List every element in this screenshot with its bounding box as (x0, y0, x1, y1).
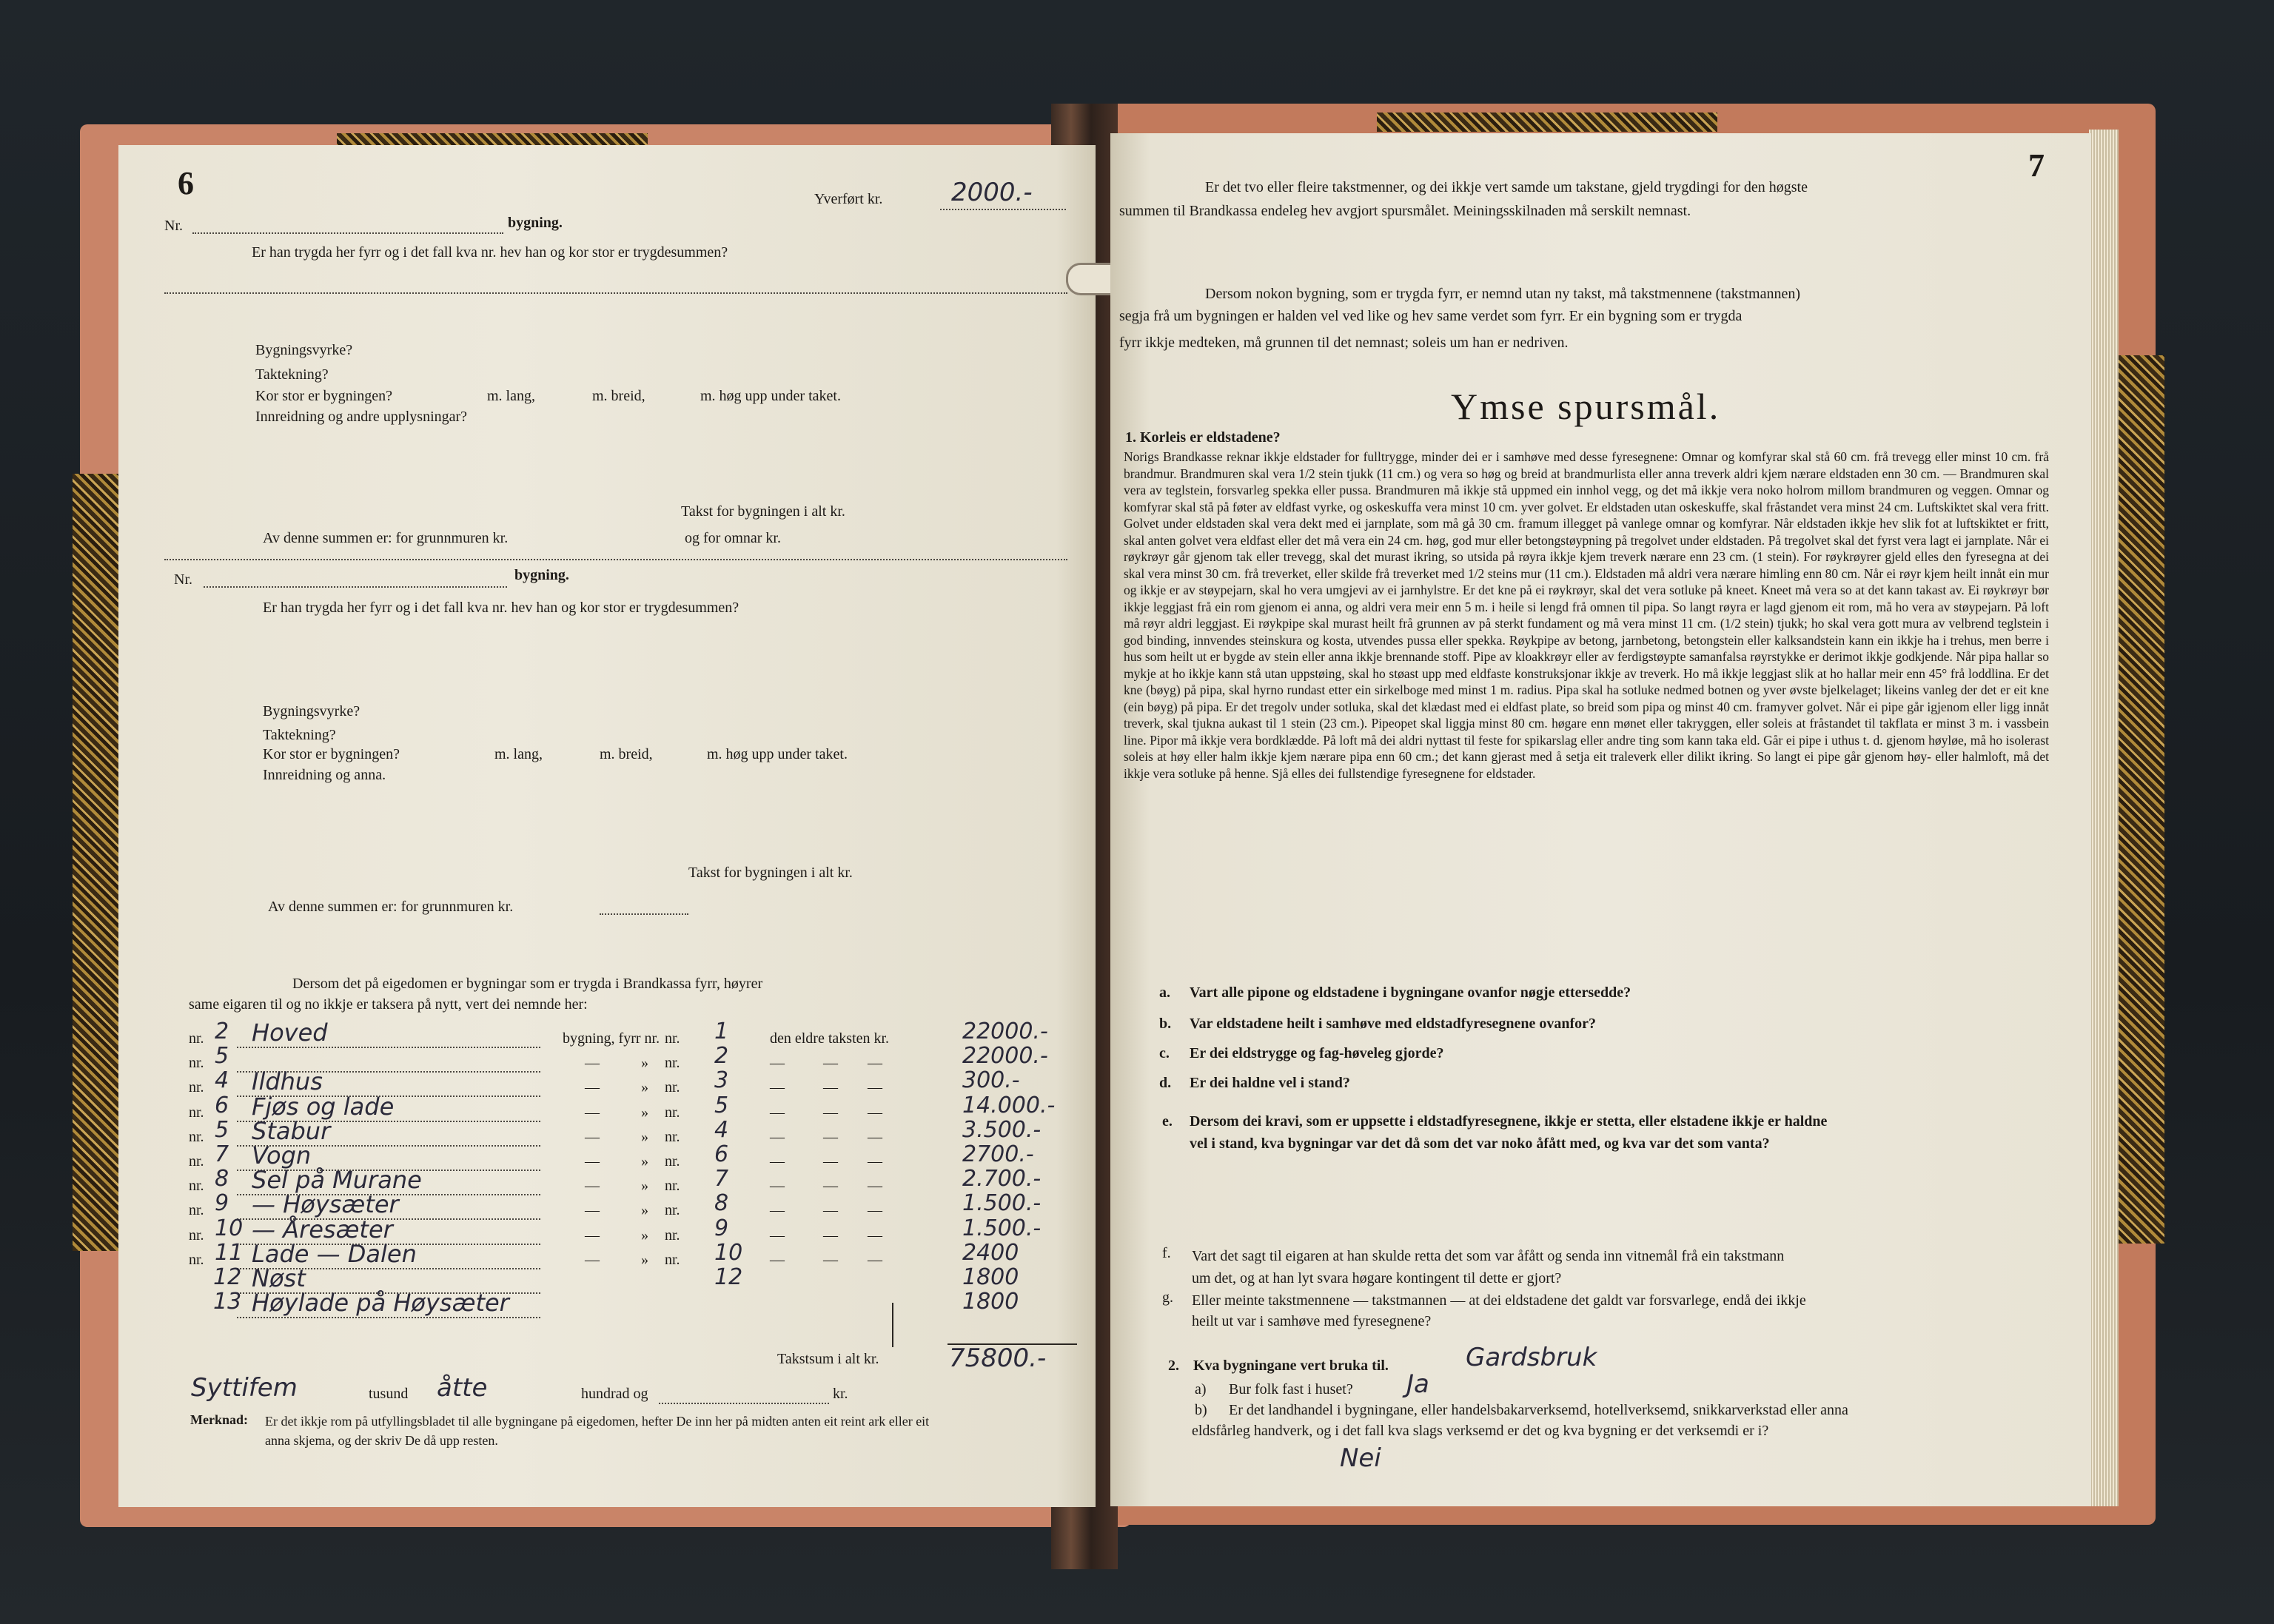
m-breid-label: m. breid, (592, 388, 645, 404)
row-dash-3: — (823, 1153, 838, 1170)
row-name: — Høysæter (252, 1190, 399, 1219)
row-nr: 4 (215, 1067, 229, 1094)
row-nr-prefix: nr. (189, 1202, 204, 1219)
row-name: Nøst (252, 1264, 306, 1292)
row-dash-3: — (823, 1055, 838, 1072)
row-dash-4: — (868, 1227, 882, 1244)
row-nr-prefix: nr. (189, 1227, 204, 1244)
sum-words: Syttifem (191, 1373, 298, 1403)
row-dash-4: — (868, 1251, 882, 1268)
row-value: 2400 (962, 1239, 1019, 1266)
row-value: 300.- (962, 1067, 1020, 1094)
row-name: Lade — Dalen (252, 1239, 417, 1268)
row-nr: 12 (213, 1264, 242, 1290)
row-dotted-line (237, 1317, 540, 1318)
row-dash-2: — (770, 1104, 785, 1121)
row-nr: 5 (215, 1043, 229, 1070)
row-nr-prefix: nr. (189, 1079, 204, 1096)
row-dash-2: — (770, 1178, 785, 1195)
building-header-eldre: den eldre taksten kr. (770, 1030, 890, 1047)
row-name: Hoved (252, 1019, 328, 1047)
row-nr: 8 (215, 1166, 229, 1192)
row-dash-2: — (770, 1153, 785, 1170)
row-nr-prefix: nr. (189, 1128, 204, 1145)
bygningsvyrke-label: Bygningsvyrke? (255, 342, 353, 358)
row-quote: » (641, 1153, 648, 1170)
row-nr: 10 (215, 1215, 244, 1241)
row-quote: » (641, 1202, 648, 1219)
row-fyrr-nr: 3 (714, 1067, 729, 1094)
takst-label: Takst for bygningen i alt kr. (681, 503, 845, 520)
form2-line (600, 913, 688, 915)
row-value: 1.500.- (962, 1215, 1042, 1241)
row-nr-label: nr. (665, 1079, 680, 1096)
row-name: Stabur (252, 1116, 331, 1145)
page-edges (2089, 130, 2119, 1506)
row-fyrr-nr: 5 (714, 1092, 729, 1118)
row-nr: 7 (215, 1141, 229, 1167)
merknad-label: Merknad: (190, 1412, 248, 1427)
innreidning-label-2: Innreidning og anna. (263, 767, 386, 783)
q-e-text-1: Dersom dei kravi, som er uppsette i eldstadfyresegnene, ikkje er stetta, eller elstadene ikkje er haldne (1190, 1113, 1828, 1130)
row-dash-2: — (770, 1227, 785, 1244)
row-dash-2: — (770, 1251, 785, 1268)
dersom-right-3: fyrr ikkje medteken, må grunnen til det nemnast; soleis um han er nedriven. (1119, 335, 1569, 351)
row-dash-4: — (868, 1104, 882, 1121)
taktekning-label: Taktekning? (255, 366, 329, 383)
q-2a-label: a) (1195, 1381, 1207, 1397)
row-nr-prefix: nr. (189, 1030, 204, 1047)
q-e-label: e. (1162, 1113, 1173, 1130)
row-name: — Åresæter (252, 1215, 393, 1244)
q-2a-text: Bur folk fast i huset? (1229, 1381, 1353, 1397)
row-nr-label: nr. (665, 1128, 680, 1145)
q-g-text-1: Eller meinte takstmennene — takstmannen — at dei eldstadene det galdt var forsvarlege, endå dei ikkje (1192, 1292, 1806, 1309)
row-nr-prefix: nr. (189, 1104, 204, 1121)
row-quote: » (641, 1178, 648, 1195)
row-quote: » (641, 1104, 648, 1121)
row-value: 2700.- (962, 1141, 1034, 1167)
row-dash-1: — (585, 1128, 600, 1145)
row-nr: 2 (215, 1019, 229, 1044)
nr-line (192, 232, 503, 234)
q-2-label: 2. (1168, 1358, 1179, 1374)
q-f-text-1: Vart det sagt til eigaren at han skulde retta det som var åfått og senda inn vitnemål frå ein takstmann (1192, 1248, 1785, 1264)
row-nr-prefix: nr. (189, 1055, 204, 1072)
row-nr: 6 (215, 1092, 229, 1118)
row-nr: 11 (215, 1239, 244, 1266)
q-d-text: Er dei haldne vel i stand? (1190, 1075, 1350, 1091)
kor-stor-label-2: Kor stor er bygningen? (263, 746, 400, 762)
for-omnar-label: og for omnar kr. (685, 530, 781, 546)
row-nr-prefix: nr. (189, 1153, 204, 1170)
row-nr-label: nr. (665, 1030, 680, 1047)
row-dash-4: — (868, 1153, 882, 1170)
row-quote: » (641, 1055, 648, 1072)
bygningsvyrke-label-2: Bygningsvyrke? (263, 703, 360, 719)
q-c-text: Er dei eldstrygge og fag-høveleg gjorde? (1190, 1045, 1444, 1061)
row-dash-2: — (770, 1055, 785, 1072)
row-dash-4: — (868, 1079, 882, 1096)
q-f-text-2: um det, og at han lyt svara høgare kontingent til dette er gjort? (1192, 1270, 1562, 1286)
row-nr-label: nr. (665, 1227, 680, 1244)
q-d-label: d. (1159, 1075, 1172, 1091)
q-b-label: b. (1159, 1016, 1172, 1032)
heading-ymse: Ymse spursmål. (1451, 386, 1721, 427)
row-nr-label: nr. (665, 1104, 680, 1121)
dersom-line-2: same eigaren til og no ikkje er taksera på nytt, vert dei nemnde her: (189, 996, 588, 1013)
q-b-text: Var eldstadene heilt i samhøve med eldstadfyresegnene ovanfor? (1190, 1016, 1597, 1032)
q-2-text: Kva bygningane vert bruka til. (1193, 1358, 1389, 1374)
tusund-label: tusund (369, 1386, 409, 1402)
m-lang-label: m. lang, (487, 388, 535, 404)
yverfort-value: 2000.- (951, 178, 1033, 207)
row-value: 1.500.- (962, 1190, 1042, 1217)
row-dash-1: — (585, 1227, 600, 1244)
row-nr-label: nr. (665, 1178, 680, 1195)
q-f-label: f. (1162, 1245, 1171, 1261)
row-dash-3: — (823, 1202, 838, 1219)
row-fyrr-nr: 9 (714, 1215, 729, 1241)
bygning-label-2: bygning. (514, 567, 569, 583)
row-dash-1: — (585, 1178, 600, 1195)
row-value: 3.500.- (962, 1116, 1042, 1143)
row-name: Sel på Murane (252, 1166, 422, 1195)
row-quote: » (641, 1227, 648, 1244)
row-nr-label: nr. (665, 1153, 680, 1170)
q-c-label: c. (1159, 1045, 1170, 1061)
table-vertical (892, 1303, 893, 1347)
marble-right-side (2117, 355, 2164, 1244)
q-trygda: Er han trygda her fyrr og i det fall kva nr. hev han og kor stor er trygdesummen? (252, 244, 728, 261)
q-g-label: g. (1162, 1289, 1173, 1306)
q-2b-label: b) (1195, 1402, 1207, 1418)
row-fyrr-nr: 12 (714, 1264, 743, 1290)
kr-label: kr. (833, 1386, 848, 1402)
row-name: Fjøs og lade (252, 1092, 395, 1121)
row-quote: » (641, 1079, 648, 1096)
taktekning-label-2: Taktekning? (263, 727, 336, 743)
q-a-text: Vart alle pipone og eldstadene i bygningane ovanfor nøgje ettersedde? (1190, 984, 1631, 1001)
row-dash-2: — (770, 1128, 785, 1145)
row-value: 22000.- (962, 1019, 1048, 1044)
q-g-text-2: heilt ut var i samhøve med fyresegnene? (1192, 1313, 1432, 1329)
row-nr: 9 (215, 1190, 229, 1217)
m-hog-label-2: m. høg upp under taket. (707, 746, 848, 762)
takstsum-value: 75800.- (949, 1343, 1047, 1373)
takstsum-label: Takstsum i alt kr. (777, 1351, 879, 1367)
m-breid-label-2: m. breid, (600, 746, 653, 762)
row-dash-3: — (823, 1178, 838, 1195)
row-dash-3: — (823, 1227, 838, 1244)
av-denne-label-2: Av denne summen er: for grunnmuren kr. (268, 899, 514, 915)
row-fyrr-nr: 1 (714, 1019, 729, 1044)
row-quote: » (641, 1128, 648, 1145)
yverfort-line (940, 209, 1066, 210)
nr-label: Nr. (164, 218, 183, 234)
marble-left-side (73, 474, 124, 1251)
nr-label-2: Nr. (174, 571, 192, 588)
row-dash-1: — (585, 1202, 600, 1219)
dersom-right-2: segja frå um bygningen er halden vel ved like og hev same verdet som fyrr. Er ein bygning som er trygda (1119, 308, 1743, 324)
m-hog-label: m. høg upp under taket. (700, 388, 841, 404)
marble-right-top (1377, 113, 1717, 132)
merknad-text-2: anna skjema, og der skriv De då upp resten. (265, 1433, 498, 1448)
row-nr: 5 (215, 1116, 229, 1143)
row-name: Vogn (252, 1141, 312, 1170)
q-2b-text-2: eldsfårleg handverk, og i det fall kva slags verksemd er det og kva bygning er det verksemdi er i? (1192, 1423, 1769, 1439)
row-fyrr-nr: 8 (714, 1190, 729, 1217)
row-quote: » (641, 1251, 648, 1268)
atte-word: åtte (437, 1373, 488, 1403)
intro-line-2: summen til Brandkassa endeleg hev avgjort spursmålet. Meiningsskilnaden må serskilt nemnast. (1119, 203, 1691, 219)
yverfort-label: Yverført kr. (814, 191, 883, 207)
hundrad-line (659, 1403, 829, 1404)
row-dash-1: — (585, 1055, 600, 1072)
form1-divider (164, 559, 1067, 560)
av-denne-label: Av denne summen er: for grunnmuren kr. (263, 530, 509, 546)
row-dash-4: — (868, 1178, 882, 1195)
row-fyrr-nr: 7 (714, 1166, 729, 1192)
dersom-right-1: Dersom nokon bygning, som er trygda fyrr, er nemnd utan ny takst, må takstmennene (takstmannen) (1205, 286, 1801, 302)
row-dash-4: — (868, 1202, 882, 1219)
kor-stor-label: Kor stor er bygningen? (255, 388, 392, 404)
row-fyrr-nr: 10 (714, 1239, 743, 1266)
dersom-line-1: Dersom det på eigedomen er bygningar som er trygda i Brandkassa fyrr, høyrer (292, 976, 763, 992)
question-1: 1. Korleis er eldstadene? (1125, 429, 1281, 446)
q-trygda-line (164, 292, 1067, 294)
row-dash-3: — (823, 1251, 838, 1268)
q-e-text-2: vel i stand, kva bygningar var det då som det var noko åfått med, og kva var det som vanta? (1190, 1135, 1770, 1152)
page-number-right: 7 (2028, 147, 2045, 184)
q-2-answer: Gardsbruk (1466, 1343, 1597, 1372)
row-value: 2.700.- (962, 1166, 1042, 1192)
building-header-bygning: bygning, fyrr nr. (563, 1030, 660, 1047)
row-dash-1: — (585, 1251, 600, 1268)
q-2b-text-1: Er det landhandel i bygningane, eller handelsbakarverksemd, hotellverksemd, snikkarverkstad eller anna (1229, 1402, 1848, 1418)
row-nr: 13 (213, 1289, 242, 1315)
q-a-label: a. (1159, 984, 1170, 1001)
fireplace-rules: Norigs Brandkasse reknar ikkje eldstader for fulltrygge, minder dei er i samhøve med desse fyresegnene: Omnar og komfyrar skal stå 60 cm. frå trevegg eller minst 10 cm. frå brandmur. Brandmuren skal vera 1/2 stein tjukk (11 cm.) og vera so høg og breid at brandmurlista eller anna treverk aldri kjem nærare eldstaden enn 30 cm. — Brandmuren skal vera av teglstein, forsvarleg spekka eller pussa. Brandmuren må ikkje stå uppmed ein innhol vegg, og det må ikkje vera noko holrom millom brandmuren og veggen. Omnar og komfyrar skal stå på føter av eldfast vyrke, og oskeskuffa vera minst 10 cm. yver golvet. Er eldstaden utan oskeskuffe, skal fråstandet vera minst 24 cm. Luftskiktet skal vera fritt. Golvet under eldstaden skal vera dekt med ei jarnplate, som må gå 30 cm. framum illegget på vanlege omnar og komfyrar. Når eldstaden ikkje hev slik fot at luftskiktet er fritt, skal anten golvet vera eldfast eller det må vera ein 24 cm. høg, god mur eller betongstøypning på tregolvet under eldstaden. På tregolvet skal det fyrst vera lagt ei jarnplate. Når ei røykrøyr går gjenom tak eller trevegg, skal det murast ikring, so utsida på røyra ikkje kjem treverk nærare enn 23 cm. (1 stein). For røykrøyrer gjeld elles den fyresegna at dei skal vera minst 30 cm. frå treverket, eller skilde frå treverket med 1/2 steins mur (11 cm.). Eldstaden må aldri vera nærare himling enn 80 cm. Når ei røyr kjem heilt innåt ein mur og ikkje er av støypejarn, skal ho vera umgjevi av ei jarnhylstre. Er det kne på ei røykrøyr, skal det vera sotluke på kneet. Kneet må vera so at det kann takast av. Ei røykrøyr bør ikkje leggjast frå ein rom gjenom ei anna, og aldri vera meir enn 5 m. i heile si lengd frå omnen til pipa. So langt røyra er lagd gjenom eit rom, må ho vera av støypejarn. På loft må røyr aldri leggjast. Ei røykpipe skal murast heilt frå grunnen av på sterkt fundament og må vera minst 11 cm. (1/2 stein) tjukk; ho skal vera gott mura av velbrend teglstein i god binding, innvendes steinskura og kosta, utvendes pussa eller spekka. Røykpipe av betong, jarnbetong, betongstein eller kalksandstein kann ein ikkje ha i trehus, men berre i hus som heilt ut er bygde av stein eller anna ikkje brennande stoff. Pipe av kloakkrøyr eller av ferdigstøypte samanfalsa røyrstykke er derimot ikkje godkjende. Når pipa hallar so mykje at ho ikkje kann stå utan uppstøing, skal ho støast upp med eldfaste konstruksjonar ikkje av treverk. Ho må ikkje leggjast slik at ho hallar meir enn 45° frå loddlina. Er det kne (bøyg) på pipa, skal hyrno rundast etter ein sirkelboge med minst 1 m. radius. Pipa skal ha sotluke nedmed botnen og yver øvste bjelkelaget; likeins vanleg der det er eit kne (ein bøyg) på pipa. Er det tregolv under sotluka, skal det klædast med ei eldfast plate, so breid som pipa og minst 40 cm. framyver golvet. Når ei pipe går igjenom eller ligg innåt treverk, skal tjukna aukast til 1 stein (23 cm.). Pipeopet skal liggja minst 80 cm. høgare enn mønet eller takryggen, eller soleis at fråstandet til takflata er minst 3 m. i vassbein line. Pipor må ikkje vera bordklædde. På loft må dei aldri nyttast til feste for spikarslag eller andre ting som kann taka eld. Går ei pipe i uthus t. d. gjenom høyløe, må ho isolerast soleis at høy eller halm ikkje kjem nærare pipa enn 60 cm.; det kann gjerast med å setja eit traleverk eller dilikt ikring. So langt ei pipe går gjenom høy- eller halmloft, må det ikkje vera sotluke på henne. Sjå elles dei fullstendige fyresegnene for eldstader. (1124, 449, 2049, 781)
row-dash-2: — (770, 1079, 785, 1096)
intro-line-1: Er det tvo eller fleire takstmenner, og dei ikkje vert samde um takstane, gjeld trygdingi for den høgste (1205, 179, 1808, 195)
hundrad-label: hundrad og (581, 1386, 648, 1402)
q-2b-answer: Nei (1340, 1443, 1381, 1473)
innreidning-label: Innreidning og andre upplysningar? (255, 409, 468, 425)
row-name: Ildhus (252, 1067, 323, 1096)
bygning-label: bygning. (508, 215, 563, 231)
row-dotted-line (237, 1047, 540, 1048)
row-dash-4: — (868, 1055, 882, 1072)
row-dash-1: — (585, 1104, 600, 1121)
row-dash-3: — (823, 1079, 838, 1096)
page-number-left: 6 (178, 165, 194, 201)
row-fyrr-nr: 6 (714, 1141, 729, 1167)
row-dash-4: — (868, 1128, 882, 1145)
row-dash-1: — (585, 1079, 600, 1096)
q-2a-answer: Ja (1406, 1369, 1429, 1399)
row-fyrr-nr: 2 (714, 1043, 729, 1070)
row-nr-prefix: nr. (189, 1251, 204, 1268)
merknad-text-1: Er det ikkje rom på utfyllingsbladet til alle bygningane på eigedomen, hefter De inn her på midten anten eit reint ark eller eit (265, 1414, 930, 1429)
row-dash-1: — (585, 1153, 600, 1170)
row-value: 1800 (962, 1264, 1019, 1290)
row-nr-label: nr. (665, 1055, 680, 1072)
q-trygda-2: Er han trygda her fyrr og i det fall kva nr. hev han og kor stor er trygdesummen? (263, 600, 739, 616)
row-nr-label: nr. (665, 1202, 680, 1219)
row-fyrr-nr: 4 (714, 1116, 729, 1143)
row-dash-3: — (823, 1104, 838, 1121)
row-value: 1800 (962, 1289, 1019, 1315)
m-lang-label-2: m. lang, (494, 746, 543, 762)
row-dash-2: — (770, 1202, 785, 1219)
takst-label-2: Takst for bygningen i alt kr. (688, 865, 853, 881)
row-dash-3: — (823, 1128, 838, 1145)
row-nr-prefix: nr. (189, 1178, 204, 1195)
row-value: 22000.- (962, 1043, 1048, 1070)
row-nr-label: nr. (665, 1251, 680, 1268)
row-value: 14.000.- (962, 1092, 1056, 1118)
nr-line-2 (204, 586, 507, 588)
row-name: Høylade på Høysæter (252, 1289, 509, 1318)
